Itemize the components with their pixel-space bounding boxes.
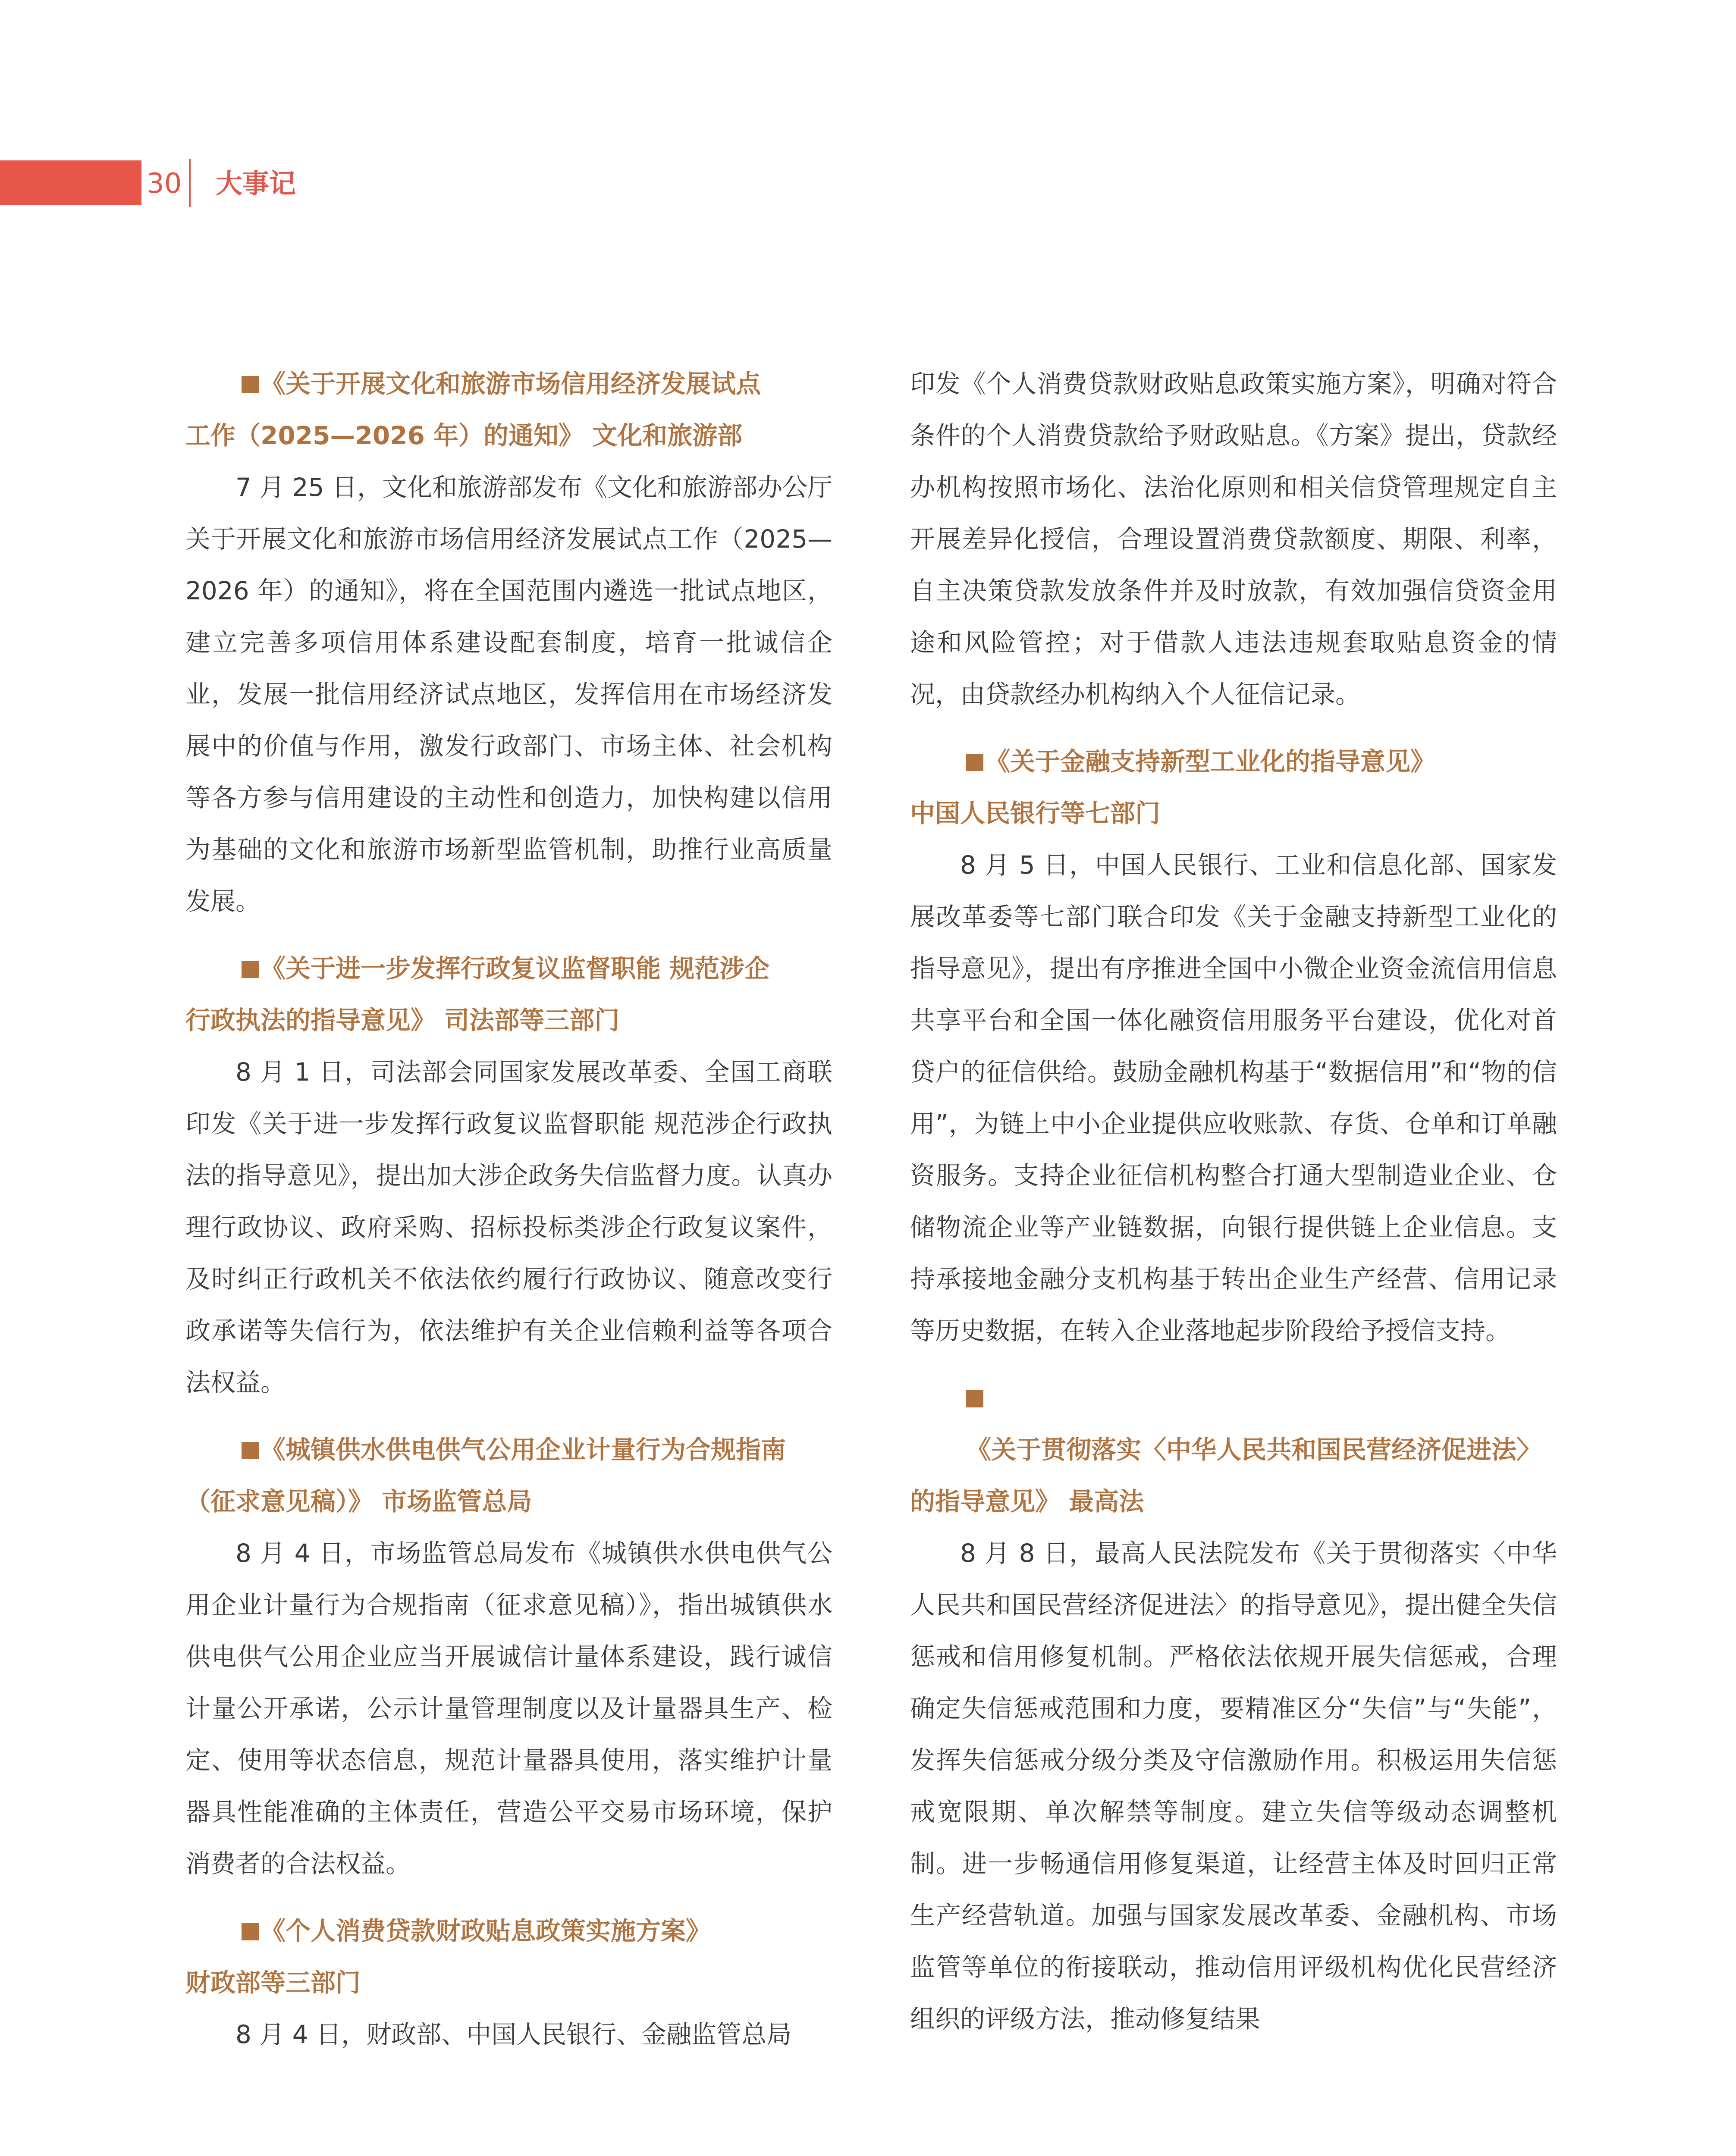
entry-heading bbox=[185, 1905, 832, 1957]
entry-body: 8 月 4 日，市场监管总局发布《城镇供水供电供气公用企业计量行为合规指南（征求意见稿）》，指出城镇供水供电供气公用企业应当开展诚信计量体系建设，践行诚信计量公开承诺，公示计量管理制度以及计量器具生产、检定、使用等状态信息，规范计量器具使用，落实维护计量器具性能准确的主体责任，营造公平交易市场环境，保护消费者的合法权益。 bbox=[185, 1539, 832, 1878]
square-bullet-icon bbox=[242, 376, 259, 393]
entry-title-line-1: 《关于金融支持新型工业化的指导意见》 bbox=[985, 747, 1436, 776]
header-divider bbox=[189, 159, 191, 207]
page-number: 30 bbox=[147, 168, 182, 200]
entry-title-line-1: 《城镇供水供电供气公用企业计量行为合规指南 bbox=[261, 1435, 786, 1464]
entry-title-line-1: 《个人消费贷款财政贴息政策实施方案》 bbox=[261, 1916, 711, 1946]
square-bullet-icon bbox=[242, 1442, 259, 1459]
entry-body: 8 月 4 日，财政部、中国人民银行、金融监管总局 bbox=[235, 2020, 792, 2049]
square-bullet-icon bbox=[966, 1390, 983, 1407]
right-column bbox=[910, 358, 1557, 2045]
square-bullet-icon bbox=[242, 961, 259, 978]
entry-title-line-2: 工作（2025—2026 年）的通知》 文化和旅游部 bbox=[185, 421, 743, 450]
square-bullet-icon bbox=[242, 1923, 259, 1940]
entry-title-line-1: 《关于进一步发挥行政复议监督职能 规范涉企 bbox=[261, 954, 770, 983]
section-title: 大事记 bbox=[216, 168, 296, 199]
entry-title-line-2: 行政执法的指导意见》 司法部等三部门 bbox=[185, 1006, 620, 1035]
square-bullet-icon bbox=[966, 754, 983, 771]
entry-title-line-2: 中国人民银行等七部门 bbox=[910, 799, 1161, 828]
entry-title-line-2: 的指导意见》 最高法 bbox=[910, 1487, 1144, 1516]
entry-heading bbox=[185, 1424, 832, 1476]
entry-body: 8 月 1 日，司法部会同国家发展改革委、全国工商联印发《关于进一步发挥行政复议监督职能 规范涉企行政执法的指导意见》，提出加大涉企政务失信监督力度。认真办理行政协议、政府采购、招标投标类涉企行政复议案件，及时纠正行政机关不依法依约履行行政协议、随意改变行政承诺等失信行为，依法维护有关企业信赖利益等各项合法权益。 bbox=[185, 1057, 832, 1397]
entry-heading bbox=[185, 943, 832, 994]
entry-title-line-1: 《关于贯彻落实〈中华人民共和国民营经济促进法〉 bbox=[966, 1435, 1542, 1464]
entry-heading bbox=[910, 1372, 1557, 1476]
entry-title-line-2: （征求意见稿）》 市场监管总局 bbox=[185, 1487, 532, 1516]
entry-body: 8 月 8 日，最高人民法院发布《关于贯彻落实〈中华人民共和国民营经济促进法〉的指导意见》，提出健全失信惩戒和信用修复机制。严格依法依规开展失信惩戒，合理确定失信惩戒范围和力度，要精准区分“失信”与“失能”，发挥失信惩戒分级分类及守信激励作用。积极运用失信惩戒宽限期、单次解禁等制度。建立失信等级动态调整机制。进一步畅通信用修复渠道，让经营主体及时回归正常生产经营轨道。加强与国家发展改革委、金融机构、市场监管等单位的衔接联动，推动信用评级机构优化民营经济组织的评级方法，推动修复结果 bbox=[910, 1539, 1557, 2034]
left-column bbox=[185, 358, 832, 2060]
entry-title-line-2: 财政部等三部门 bbox=[185, 1968, 361, 1997]
header-color-bar bbox=[0, 160, 141, 205]
entry-body: 7 月 25 日，文化和旅游部发布《文化和旅游部办公厅关于开展文化和旅游市场信用经济发展试点工作（2025—2026 年）的通知》，将在全国范围内遴选一批试点地区，建立完善多项信用体系建设配套制度，培育一批诚信企业，发展一批信用经济试点地区，发挥信用在市场经济发展中的价值与作用，激发行政部门、市场主体、社会机构等各方参与信用建设的主动性和创造力，加快构建以信用为基础的文化和旅游市场新型监管机制，助推行业高质量发展。 bbox=[185, 473, 833, 916]
entry-title-line-1: 《关于开展文化和旅游市场信用经济发展试点 bbox=[261, 369, 761, 398]
entry-body-continued: 印发《个人消费贷款财政贴息政策实施方案》，明确对符合条件的个人消费贷款给予财政贴息。《方案》提出，贷款经办机构按照市场化、法治化原则和相关信贷管理规定自主开展差异化授信，合理设置消费贷款额度、期限、利率，自主决策贷款发放条件并及时放款，有效加强信贷资金用途和风险管控；对于借款人违法违规套取贴息资金的情况，由贷款经办机构纳入个人征信记录。 bbox=[910, 369, 1557, 709]
entry-heading bbox=[910, 736, 1557, 787]
entry-heading bbox=[185, 358, 832, 410]
entry-body: 8 月 5 日，中国人民银行、工业和信息化部、国家发展改革委等七部门联合印发《关于金融支持新型工业化的指导意见》，提出有序推进全国中小微企业资金流信用信息共享平台和全国一体化融资信用服务平台建设，优化对首贷户的征信供给。鼓励金融机构基于“数据信用”和“物的信用”，为链上中小企业提供应收账款、存货、仓单和订单融资服务。支持企业征信机构整合打通大型制造业企业、仓储物流企业等产业链数据，向银行提供链上企业信息。支持承接地金融分支机构基于转出企业生产经营、信用记录等历史数据，在转入企业落地起步阶段给予授信支持。 bbox=[910, 850, 1557, 1345]
